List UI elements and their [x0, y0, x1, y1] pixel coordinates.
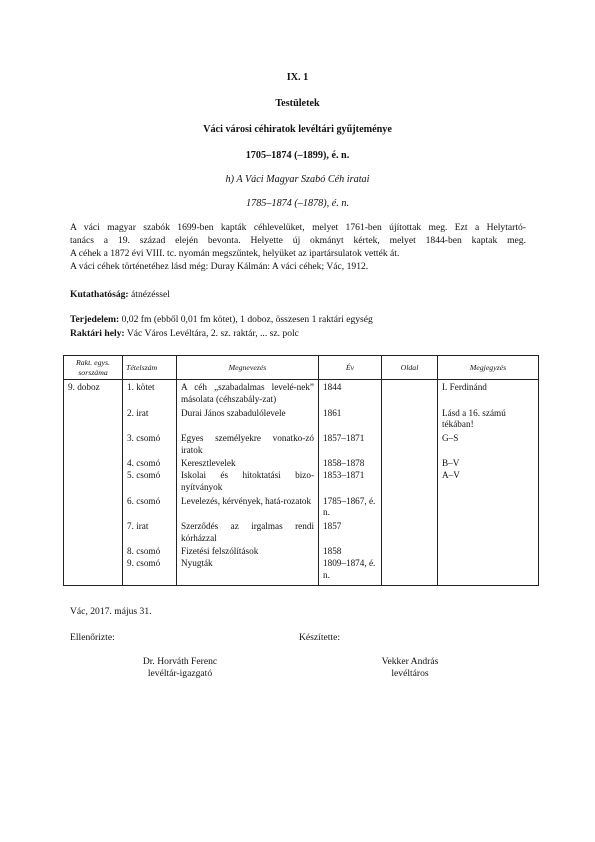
cell-item: 7. irat — [123, 519, 177, 544]
preparer-name: Vekker András — [381, 656, 439, 667]
cell-page — [382, 406, 438, 431]
cell-item: 4. csomó — [123, 456, 177, 470]
table-row — [64, 456, 539, 470]
cell-name: Szerződés az irgalmas rendi kórházzal — [177, 519, 319, 544]
cell-note: B–V — [438, 456, 539, 470]
cell-box — [64, 544, 123, 558]
location-value: Vác Város Levéltára, 2. sz. raktár, ... sz. polc — [126, 328, 299, 339]
cell-name: Iskolai és hitoktatási bizo-nyítványok — [177, 470, 319, 493]
extent-line — [70, 314, 373, 325]
cell-name: A céh „szabadalmas levelé-nek” másolata (céhszabály-zat) — [177, 380, 319, 406]
cell-note: Lásd a 16. számú tékában! — [438, 406, 539, 431]
cell-page — [382, 380, 438, 406]
cell-year: 1857–1871 — [319, 431, 382, 456]
place-date: Vác, 2017. május 31. — [70, 606, 152, 617]
location-line — [70, 328, 299, 339]
collection-period: 1705–1874 (–1899), é. n. — [245, 150, 350, 161]
cell-year: 1785–1867, é. n. — [319, 494, 382, 519]
cell-page — [382, 494, 438, 519]
col-header-page: Oldal — [382, 356, 438, 380]
cell-name: Durai János szabadulólevele — [177, 406, 319, 431]
checker-signature-block — [115, 656, 245, 680]
section-code: IX. 1 — [286, 72, 309, 83]
intro-line: A céhek a 1872 évi VIII. tc. nyomán megszűntek, helyüket az ipartársulatok vették át. — [70, 248, 400, 259]
cell-item: 5. csomó — [123, 470, 177, 493]
cell-year: 1844 — [319, 380, 382, 406]
extent-label: Terjedelem: — [70, 314, 120, 325]
cell-year: 1858–1878 — [319, 456, 382, 470]
table-header-row — [64, 356, 539, 380]
cell-page — [382, 470, 438, 493]
table-row — [64, 519, 539, 544]
cell-note: G–S — [438, 431, 539, 456]
cell-item: 3. csomó — [123, 431, 177, 456]
cell-note: A–V — [438, 470, 539, 493]
collection-title: Váci városi céhiratok levéltári gyűjteménye — [203, 124, 392, 135]
col-header-box: Rakt. egys. sorszáma — [64, 356, 123, 380]
table-row — [64, 431, 539, 456]
cell-year: 1853–1871 — [319, 470, 382, 493]
access-label: Kutathatóság: — [70, 289, 129, 300]
category-title: Testületek — [275, 98, 320, 109]
cell-item: 8. csomó — [123, 544, 177, 558]
cell-box — [64, 494, 123, 519]
extent-value: 0,02 fm (ebből 0,01 fm kötet), 1 doboz, összesen 1 raktári egység — [121, 314, 373, 325]
preparer-title: levéltáros — [391, 668, 429, 679]
cell-item: 1. kötet — [123, 380, 177, 406]
fonds-subtitle: h) A Váci Magyar Szabó Céh iratai — [225, 174, 370, 185]
cell-box — [64, 456, 123, 470]
cell-name: Keresztlevelek — [177, 456, 319, 470]
cell-note: I. Ferdinánd — [438, 380, 539, 406]
table-row — [64, 558, 539, 586]
table-row — [64, 380, 539, 406]
cell-box — [64, 558, 123, 586]
cell-box — [64, 431, 123, 456]
col-header-item: Tételszám — [123, 356, 177, 380]
table-row — [64, 494, 539, 519]
col-header-name: Megnevezés — [177, 356, 319, 380]
prepared-by-label: Készítette: — [299, 632, 341, 643]
cell-name: Nyugták — [177, 558, 319, 586]
cell-note — [438, 558, 539, 586]
cell-note — [438, 494, 539, 519]
cell-name: Levelezés, kérvények, hatá-rozatok — [177, 494, 319, 519]
cell-page — [382, 431, 438, 456]
inventory-table — [63, 355, 539, 586]
table-row — [64, 470, 539, 493]
checker-title: levéltár-igazgató — [147, 668, 213, 679]
cell-item: 6. csomó — [123, 494, 177, 519]
preparer-signature-block — [345, 656, 475, 680]
cell-year: 1809–1874, é. n. — [319, 558, 382, 586]
fonds-period: 1785–1874 (–1878), é. n. — [246, 198, 349, 209]
cell-box — [64, 519, 123, 544]
intro-line: tanács a 19. század elején bevonta. Helyette új okmányt kértek, melyet 1844-ben kaptak meg. — [70, 235, 526, 246]
table-row — [64, 406, 539, 431]
checker-name: Dr. Horváth Ferenc — [142, 656, 218, 667]
cell-note — [438, 544, 539, 558]
cell-name: Egyes személyekre vonatko-zó iratok — [177, 431, 319, 456]
cell-page — [382, 558, 438, 586]
cell-year: 1861 — [319, 406, 382, 431]
access-value: átnézéssel — [131, 289, 170, 300]
intro-line: A váci magyar szabók 1699-ben kapták céhlevelüket, melyet 1761-ben újítottak meg. Ezt a Helytartó- — [70, 222, 526, 233]
cell-note — [438, 519, 539, 544]
checked-by-label: Ellenőrizte: — [70, 632, 115, 643]
col-header-year: Év — [319, 356, 382, 380]
cell-page — [382, 456, 438, 470]
access-line — [70, 289, 170, 300]
cell-box: 9. doboz — [64, 380, 123, 406]
cell-name: Fizetési felszólítások — [177, 544, 319, 558]
cell-year: 1858 — [319, 544, 382, 558]
col-header-note: Megjegyzés — [438, 356, 539, 380]
intro-paragraph — [70, 221, 526, 273]
intro-line: A váci céhek történetéhez lásd még: Duray Kálmán: A váci céhek; Vác, 1912. — [70, 261, 369, 272]
table-row — [64, 544, 539, 558]
cell-box — [64, 406, 123, 431]
location-label: Raktári hely: — [70, 328, 125, 339]
cell-item: 2. irat — [123, 406, 177, 431]
cell-year: 1857 — [319, 519, 382, 544]
cell-item: 9. csomó — [123, 558, 177, 586]
cell-page — [382, 519, 438, 544]
cell-box — [64, 470, 123, 493]
cell-page — [382, 544, 438, 558]
